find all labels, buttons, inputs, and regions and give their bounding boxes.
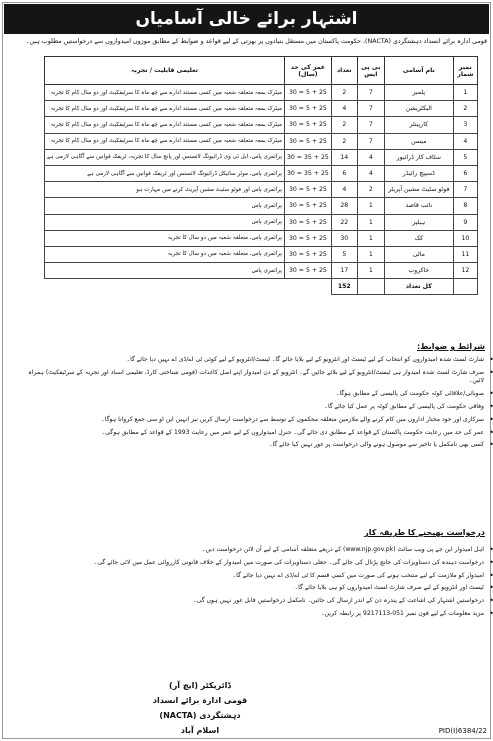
cell-post: نائب قاصد	[384, 198, 453, 214]
table-row	[45, 165, 478, 181]
cell-bps: 4	[357, 165, 384, 181]
cell-count: 28	[331, 198, 357, 214]
cell-serial: 4	[453, 133, 477, 149]
cell-count: 2	[331, 85, 357, 101]
header-serial: نمبر شمار	[453, 57, 477, 85]
cell-post: الیکٹریشن	[384, 101, 453, 117]
table-row	[45, 198, 478, 214]
cell-qualification: میٹرک بمعہ متعلقہ شعبہ میں کسی مستند ادارے سے چھ ماہ کا سرٹیفکیٹ اور دو سال کام کا تجربہ	[45, 117, 285, 133]
cell-count: 4	[331, 182, 357, 198]
table-header-row	[45, 57, 478, 85]
cell-count: 6	[331, 165, 357, 181]
signature-org: قومی ادارہ برائے انسداد دہشتگردی (NACTA)	[152, 696, 248, 720]
cell-bps: 7	[357, 133, 384, 149]
cell-post: پلمبر	[384, 85, 453, 101]
condition-item: • صوبائی/علاقائی کوٹہ حکومت کی پالیسی کے مطابق ہوگا۔	[14, 390, 484, 399]
cell-qualification: پرائمری پاس	[45, 198, 285, 214]
cell-serial: 10	[453, 230, 477, 246]
cell-qualification: پرائمری پاس، موٹر سائیکل ڈرائیونگ لائسنس اور ٹریفک قوانین سے آگاہی لازمی ہے	[45, 165, 285, 181]
total-value: 152	[331, 279, 357, 295]
cell-bps: 1	[357, 263, 384, 279]
table-body	[45, 85, 478, 279]
condition-item: • کسی بھی نامکمل یا تاخیر سے موصول ہونے والی درخواست پر غور نہیں کیا جائے گا۔	[14, 441, 484, 450]
cell-age: 25 + 5 = 30	[284, 117, 331, 133]
apply-item: • ٹیسٹ اور انٹرویو کے لیے صرف شارٹ لسٹ امیدواروں کو ہی بلایا جائے گا۔	[14, 584, 484, 593]
cell-age: 25 + 35 = 30	[284, 149, 331, 165]
table-total-row	[45, 279, 478, 295]
cell-serial: 2	[453, 101, 477, 117]
total-blank	[453, 279, 477, 295]
cell-qualification: پرائمری پاس، متعلقہ شعبہ میں دو سال کا تجربہ	[45, 246, 285, 262]
cell-count: 17	[331, 263, 357, 279]
header-bps: بی پی ایس	[357, 57, 384, 85]
cell-qualification: پرائمری پاس اور فوٹو سٹیٹ مشین آپریٹ کرنے میں مہارت ہو	[45, 182, 285, 198]
condition-item: • شارٹ لسٹ شدہ امیدواروں کو انتخاب کے لیے ٹیسٹ اور انٹرویو کے لیے بلایا جائے گا۔ ٹیسٹ/انٹرویو کے لیے کوئی ٹی اے/ڈی اے نہیں دیا جائے گا۔	[14, 356, 484, 365]
table-row	[45, 117, 478, 133]
cell-qualification: پرائمری پاس، متعلقہ شعبہ میں دو سال کا تجربہ	[45, 230, 285, 246]
signature-block	[140, 678, 260, 738]
cell-serial: 3	[453, 117, 477, 133]
cell-age: 25 + 5 = 30	[284, 214, 331, 230]
total-empty	[45, 279, 332, 295]
apply-list	[14, 546, 493, 623]
cell-post: کک	[384, 230, 453, 246]
cell-serial: 8	[453, 198, 477, 214]
cell-bps: 1	[357, 198, 384, 214]
cell-qualification: میٹرک بمعہ متعلقہ شعبہ میں کسی مستند ادارے سے چھ ماہ کا سرٹیفکیٹ اور دو سال کام کا تجربہ	[45, 85, 285, 101]
table-row	[45, 85, 478, 101]
total-blank-2	[357, 279, 384, 295]
cell-age: 25 + 5 = 30	[284, 198, 331, 214]
cell-bps: 1	[357, 246, 384, 262]
cell-serial: 5	[453, 149, 477, 165]
cell-serial: 1	[453, 85, 477, 101]
cell-bps: 7	[357, 101, 384, 117]
cell-qualification: میٹرک بمعہ متعلقہ شعبہ میں کسی مستند ادارے سے چھ ماہ کا سرٹیفکیٹ اور دو سال کام کا تجربہ	[45, 101, 285, 117]
table-row	[45, 246, 478, 262]
cell-bps: 2	[357, 182, 384, 198]
header-post: نام آسامی	[384, 57, 453, 85]
condition-item: • وفاقی حکومت کی پالیسی کے مطابق کوٹہ پر عمل کیا جائے گا۔	[14, 403, 484, 412]
cell-post: فوٹو سٹیٹ مشین آپریٹر	[384, 182, 453, 198]
cell-serial: 9	[453, 214, 477, 230]
cell-post: میسن	[384, 133, 453, 149]
cell-count: 5	[331, 246, 357, 262]
cell-serial: 12	[453, 263, 477, 279]
table-row	[45, 214, 478, 230]
cell-bps: 1	[357, 230, 384, 246]
cell-age: 25 + 35 = 30	[284, 165, 331, 181]
cell-count: 2	[331, 117, 357, 133]
cell-post: خاکروب	[384, 263, 453, 279]
cell-age: 25 + 5 = 30	[284, 182, 331, 198]
cell-count: 14	[331, 149, 357, 165]
apply-item: • درخواست دہندہ کی دستاویزات کی جانچ پڑتال کی جائے گی۔ جعلی دستاویزات کی صورت میں امیدوار کے خلاف قانونی کارروائی عمل میں لائی جائے گی۔	[14, 559, 484, 568]
cell-age: 25 + 5 = 30	[284, 101, 331, 117]
total-label: کل تعداد	[384, 279, 453, 295]
cell-count: 22	[331, 214, 357, 230]
apply-item: • اہل امیدوار این جے پی ویب سائٹ (www.njp.gov.pk) کے ذریعے متعلقہ آسامی کے لیے آن لائن درخواست دیں۔	[14, 546, 484, 555]
cell-age: 25 + 5 = 30	[284, 133, 331, 149]
table-row	[45, 182, 478, 198]
cell-age: 25 + 5 = 30	[284, 246, 331, 262]
cell-serial: 11	[453, 246, 477, 262]
cell-count: 30	[331, 230, 357, 246]
cell-bps: 7	[357, 117, 384, 133]
cell-count: 4	[331, 101, 357, 117]
condition-item: • صرف شارٹ لسٹ شدہ امیدوار ہی ٹیسٹ/انٹرویو کے لیے بلائے جائیں گے۔ انٹرویو کے دن امیدوار اپنے اصل کاغذات (قومی شناختی کارڈ، تعلیمی اسناد اور تجربہ کے سرٹیفکیٹ) ہمراہ لائیں۔	[14, 369, 484, 386]
condition-item: • سرکاری اور خود مختار اداروں میں کام کرنے والے ملازمین متعلقہ محکموں کے توسط سے درخواست ارسال کریں نیز انہیں این او سی جمع کروانا ہوگا۔	[14, 416, 484, 425]
cell-post: سٹاف کار ڈرائیور	[384, 149, 453, 165]
apply-item: • درخواستیں اشتہار کی اشاعت کے پندرہ دن کے اندر ارسال کی جائیں۔ نامکمل درخواستیں قابل غور نہیں ہوں گی۔	[14, 597, 484, 606]
intro-text: قومی ادارہ برائے انسداد دہشتگردی (NACTA)، حکومت پاکستان میں مستقل بنیادوں پر بھرتی کے لیے قواعد و ضوابط کے مطابق موزوں امیدواروں سے درخواستیں مطلوب ہیں۔	[25, 38, 487, 45]
cell-qualification: میٹرک بمعہ متعلقہ شعبہ میں کسی مستند ادارے سے چھ ماہ کا سرٹیفکیٹ اور دو سال کام کا تجربہ	[45, 133, 285, 149]
page-title: اشتہار برائے خالی آسامیاں	[4, 4, 489, 34]
cell-qualification: پرائمری پاس	[45, 214, 285, 230]
cell-age: 25 + 5 = 30	[284, 263, 331, 279]
pid-code: PID(I)6384/22	[438, 727, 487, 735]
cell-bps: 4	[357, 149, 384, 165]
cell-qualification: پرائمری پاس، ایل ٹی وی ڈرائیونگ لائسنس اور پانچ سال کا تجربہ، ٹریفک قوانین سے آگاہی لازمی ہے	[45, 149, 285, 165]
cell-serial: 6	[453, 165, 477, 181]
table-row	[45, 133, 478, 149]
cell-qualification: پرائمری پاس	[45, 263, 285, 279]
signature-city: اسلام آباد	[180, 726, 220, 735]
condition-item: • عمر کی حد میں رعایت حکومت پاکستان کے قواعد کے مطابق دی جائے گی۔ جنرل امیدواروں کے لیے عمر میں رعایت 1993 کے قواعد کے مطابق ہوگی۔	[14, 429, 484, 438]
table-row	[45, 101, 478, 117]
apply-heading: درخواست بھیجنے کا طریقہ کار	[364, 528, 485, 537]
apply-item: • امیدوار کو ملازمت کے لیے منتخب ہونے کی صورت میں کسی قسم کا ٹی اے/ڈی اے نہیں دیا جائے گا۔	[14, 572, 484, 581]
apply-item: • مزید معلومات کے لیے فون نمبر 051-9217113 پر رابطہ کریں۔	[14, 610, 484, 619]
cell-post: ہیلپر	[384, 214, 453, 230]
cell-bps: 1	[357, 214, 384, 230]
cell-bps: 7	[357, 85, 384, 101]
table-row	[45, 230, 478, 246]
cell-age: 25 + 5 = 30	[284, 85, 331, 101]
conditions-list	[14, 356, 493, 454]
cell-post: کارپینٹر	[384, 117, 453, 133]
header-count: تعداد	[331, 57, 357, 85]
header-age: عمر کی حد (سال)	[284, 57, 331, 85]
cell-post: مالی	[384, 246, 453, 262]
header-qualification: تعلیمی قابلیت / تجربہ	[45, 57, 285, 85]
cell-serial: 7	[453, 182, 477, 198]
table-row	[45, 263, 478, 279]
vacancies-table	[44, 56, 478, 295]
cell-count: 2	[331, 133, 357, 149]
cell-age: 25 + 5 = 30	[284, 230, 331, 246]
table-row	[45, 149, 478, 165]
cell-post: ڈسپیچ رائیڈر	[384, 165, 453, 181]
signature-title: ڈائریکٹر (ایچ آر)	[169, 681, 231, 690]
conditions-heading: شرائط و ضوابط:	[417, 342, 485, 351]
